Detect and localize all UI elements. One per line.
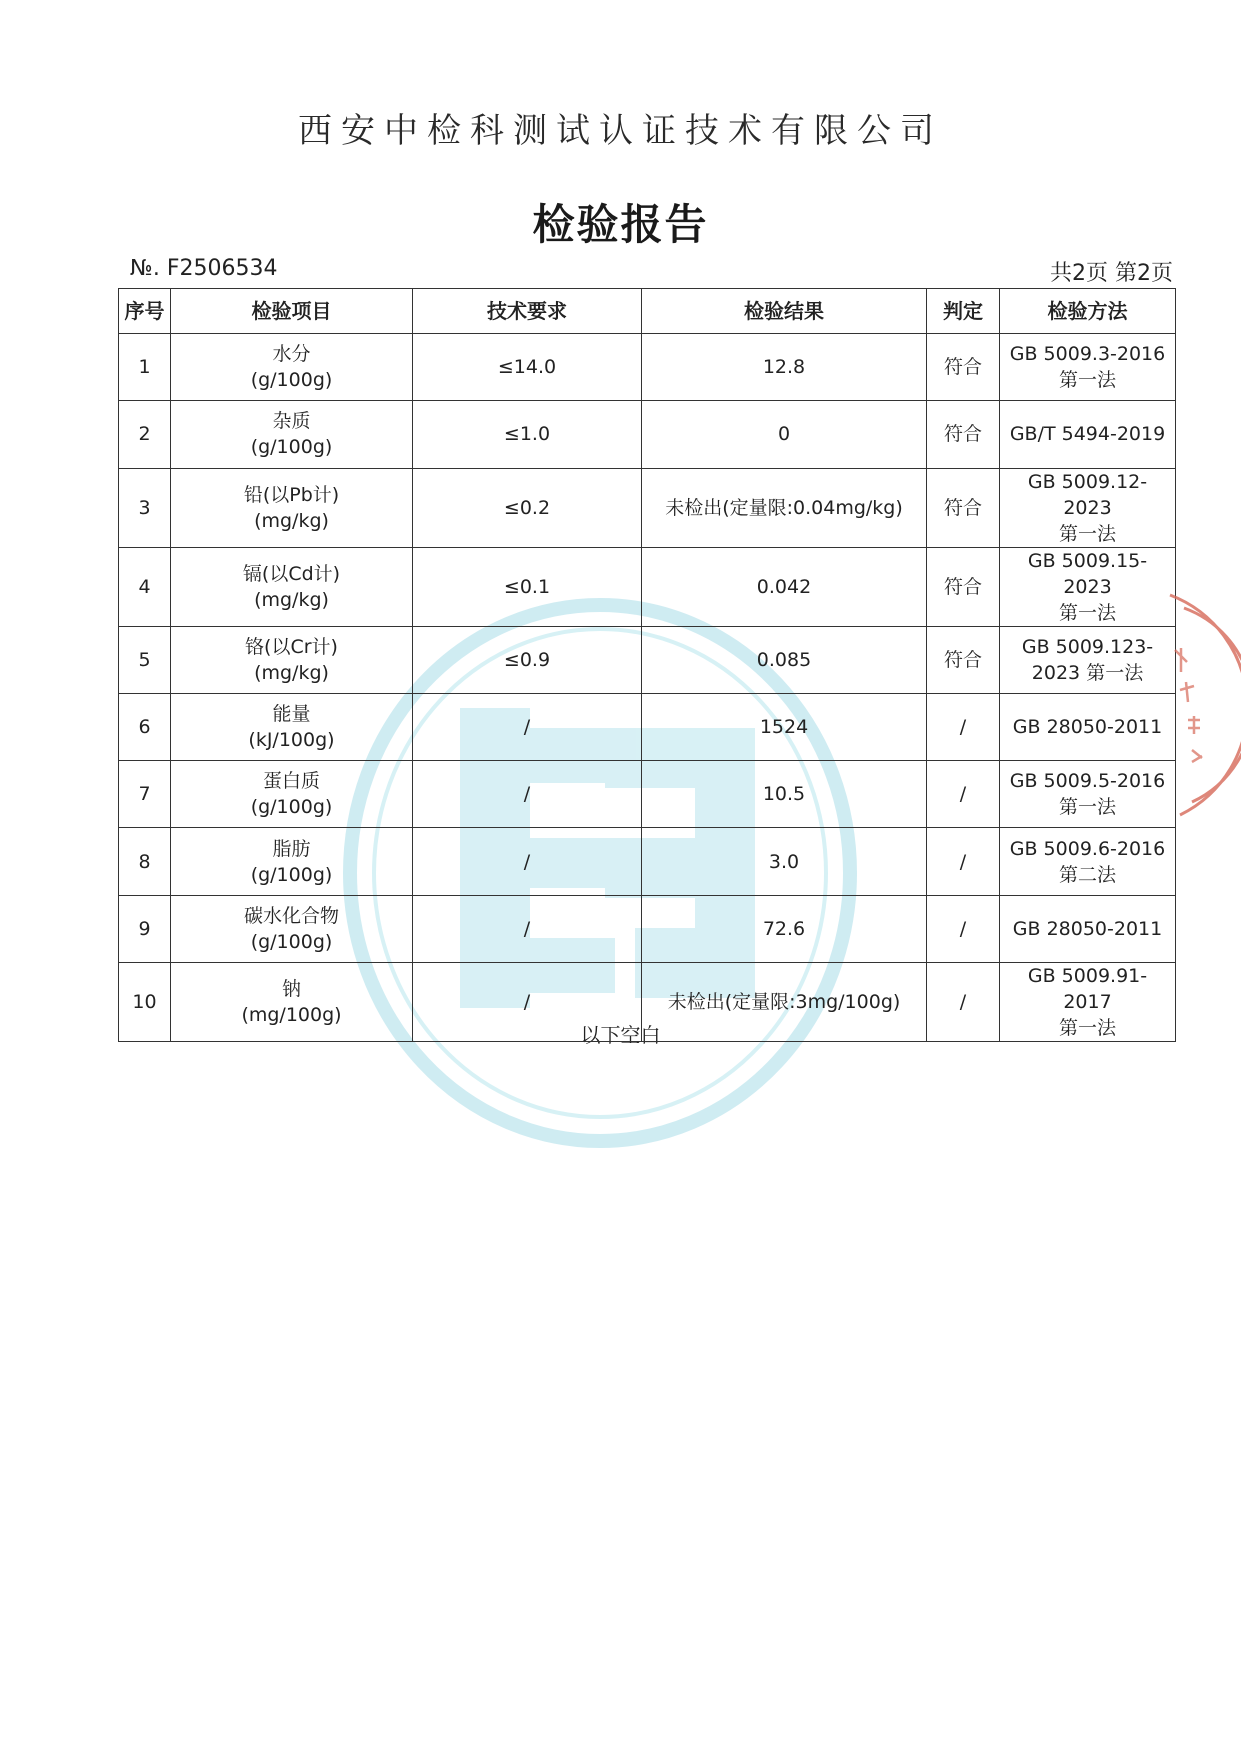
cell-method bbox=[1000, 468, 1176, 547]
method-line: 第二法 bbox=[1058, 863, 1116, 886]
cell-judgement: / bbox=[927, 693, 1000, 760]
item-unit: (g/100g) bbox=[250, 796, 333, 819]
cell-no: 10 bbox=[119, 963, 171, 1042]
item-name: 铬(以Cr计) bbox=[245, 635, 338, 658]
cell-judgement: / bbox=[927, 828, 1000, 895]
item-unit: (mg/100g) bbox=[241, 1004, 342, 1027]
table-row bbox=[119, 761, 1176, 828]
cell-result: 0 bbox=[642, 401, 927, 468]
cell-result: 未检出(定量限:3mg/100g) bbox=[642, 963, 927, 1042]
method-line: 2023 第一法 bbox=[1031, 661, 1144, 684]
method-line: GB 28050-2011 bbox=[1012, 917, 1163, 940]
cell-judgement: 符合 bbox=[927, 547, 1000, 626]
method-line: 第一法 bbox=[1058, 522, 1116, 545]
cell-item bbox=[171, 547, 413, 626]
cell-item bbox=[171, 761, 413, 828]
header-requirement: 技术要求 bbox=[413, 289, 642, 334]
item-unit: (g/100g) bbox=[250, 930, 333, 953]
cell-item bbox=[171, 626, 413, 693]
cell-no: 2 bbox=[119, 401, 171, 468]
cell-no: 4 bbox=[119, 547, 171, 626]
item-name: 镉(以Cd计) bbox=[242, 562, 341, 585]
cell-result: 72.6 bbox=[642, 895, 927, 962]
table-row bbox=[119, 468, 1176, 547]
cell-method bbox=[1000, 963, 1176, 1042]
item-unit: (g/100g) bbox=[250, 369, 333, 392]
cell-method bbox=[1000, 401, 1176, 468]
cell-method bbox=[1000, 895, 1176, 962]
table-row bbox=[119, 895, 1176, 962]
page-info: 共2页 第2页 bbox=[1050, 261, 1173, 286]
item-name: 铅(以Pb计) bbox=[243, 483, 340, 506]
header-serial-no: 序号 bbox=[119, 289, 171, 334]
cell-requirement: / bbox=[413, 963, 642, 1042]
cell-method bbox=[1000, 828, 1176, 895]
cell-result: 0.042 bbox=[642, 547, 927, 626]
cell-method bbox=[1000, 334, 1176, 401]
red-seal-stamp bbox=[1120, 590, 1241, 820]
cell-judgement: 符合 bbox=[927, 334, 1000, 401]
method-line: GB 5009.5-2016 bbox=[1009, 770, 1166, 793]
method-line: 第一法 bbox=[1058, 601, 1116, 624]
cell-requirement: ≤0.9 bbox=[413, 626, 642, 693]
item-name: 脂肪 bbox=[272, 837, 311, 860]
report-number: №. F2506534 bbox=[130, 256, 278, 281]
cell-no: 9 bbox=[119, 895, 171, 962]
cell-judgement: / bbox=[927, 963, 1000, 1042]
cell-no: 1 bbox=[119, 334, 171, 401]
method-line: 第一法 bbox=[1058, 1017, 1116, 1040]
cell-no: 5 bbox=[119, 626, 171, 693]
cell-item bbox=[171, 334, 413, 401]
cell-judgement: / bbox=[927, 895, 1000, 962]
cell-item bbox=[171, 828, 413, 895]
table-row bbox=[119, 626, 1176, 693]
table-row bbox=[119, 547, 1176, 626]
table-row bbox=[119, 334, 1176, 401]
cell-judgement: 符合 bbox=[927, 468, 1000, 547]
method-line: GB 5009.91-2017 bbox=[1027, 965, 1148, 1014]
cell-item bbox=[171, 468, 413, 547]
cell-requirement: / bbox=[413, 828, 642, 895]
item-name: 杂质 bbox=[272, 410, 311, 433]
cell-requirement: / bbox=[413, 761, 642, 828]
method-line: GB 5009.12-2023 bbox=[1027, 470, 1148, 519]
cell-requirement: ≤14.0 bbox=[413, 334, 642, 401]
header-result: 检验结果 bbox=[642, 289, 927, 334]
cell-item bbox=[171, 963, 413, 1042]
cell-item bbox=[171, 895, 413, 962]
item-name: 钠 bbox=[281, 978, 301, 1001]
cell-result: 1524 bbox=[642, 693, 927, 760]
cell-result: 3.0 bbox=[642, 828, 927, 895]
method-line: GB 5009.6-2016 bbox=[1009, 837, 1166, 860]
cell-item bbox=[171, 401, 413, 468]
cell-result: 0.085 bbox=[642, 626, 927, 693]
header-judgement: 判定 bbox=[927, 289, 1000, 334]
item-unit: (kJ/100g) bbox=[248, 729, 335, 752]
item-unit: (g/100g) bbox=[250, 863, 333, 886]
cell-requirement: ≤1.0 bbox=[413, 401, 642, 468]
method-line: GB 5009.123- bbox=[1021, 635, 1154, 658]
cell-requirement: / bbox=[413, 693, 642, 760]
item-unit: (mg/kg) bbox=[254, 509, 329, 532]
cell-no: 7 bbox=[119, 761, 171, 828]
header-test-method: 检验方法 bbox=[1000, 289, 1176, 334]
inspection-results-table bbox=[118, 288, 1176, 1042]
cell-requirement: ≤0.1 bbox=[413, 547, 642, 626]
cell-judgement: 符合 bbox=[927, 401, 1000, 468]
item-unit: (mg/kg) bbox=[254, 661, 329, 684]
method-line: 第一法 bbox=[1058, 369, 1116, 392]
item-name: 能量 bbox=[272, 703, 311, 726]
method-line: GB 5009.15-2023 bbox=[1027, 549, 1148, 598]
item-name: 蛋白质 bbox=[262, 770, 320, 793]
table-row bbox=[119, 693, 1176, 760]
item-name: 碳水化合物 bbox=[243, 904, 339, 927]
header-test-item: 检验项目 bbox=[171, 289, 413, 334]
cell-result: 12.8 bbox=[642, 334, 927, 401]
report-title: 检验报告 bbox=[532, 200, 709, 249]
method-line: 第一法 bbox=[1058, 796, 1116, 819]
cell-result: 未检出(定量限:0.04mg/kg) bbox=[642, 468, 927, 547]
cell-item bbox=[171, 693, 413, 760]
method-line: GB 28050-2011 bbox=[1012, 716, 1163, 739]
cell-no: 3 bbox=[119, 468, 171, 547]
method-line: GB/T 5494-2019 bbox=[1009, 423, 1166, 446]
method-line: GB 5009.3-2016 bbox=[1009, 343, 1166, 366]
table-row bbox=[119, 963, 1176, 1042]
item-name: 水分 bbox=[272, 343, 311, 366]
company-name: 西安中检科测试认证技术有限公司 bbox=[298, 111, 943, 151]
cell-result: 10.5 bbox=[642, 761, 927, 828]
blank-below-note: 以下空白 bbox=[580, 1023, 661, 1047]
cell-no: 6 bbox=[119, 693, 171, 760]
cell-requirement: ≤0.2 bbox=[413, 468, 642, 547]
item-unit: (mg/kg) bbox=[254, 588, 329, 611]
cell-judgement: 符合 bbox=[927, 626, 1000, 693]
item-unit: (g/100g) bbox=[250, 436, 333, 459]
table-header-row bbox=[119, 289, 1176, 334]
cell-requirement: / bbox=[413, 895, 642, 962]
table-row bbox=[119, 401, 1176, 468]
cell-judgement: / bbox=[927, 761, 1000, 828]
table-row bbox=[119, 828, 1176, 895]
cell-no: 8 bbox=[119, 828, 171, 895]
